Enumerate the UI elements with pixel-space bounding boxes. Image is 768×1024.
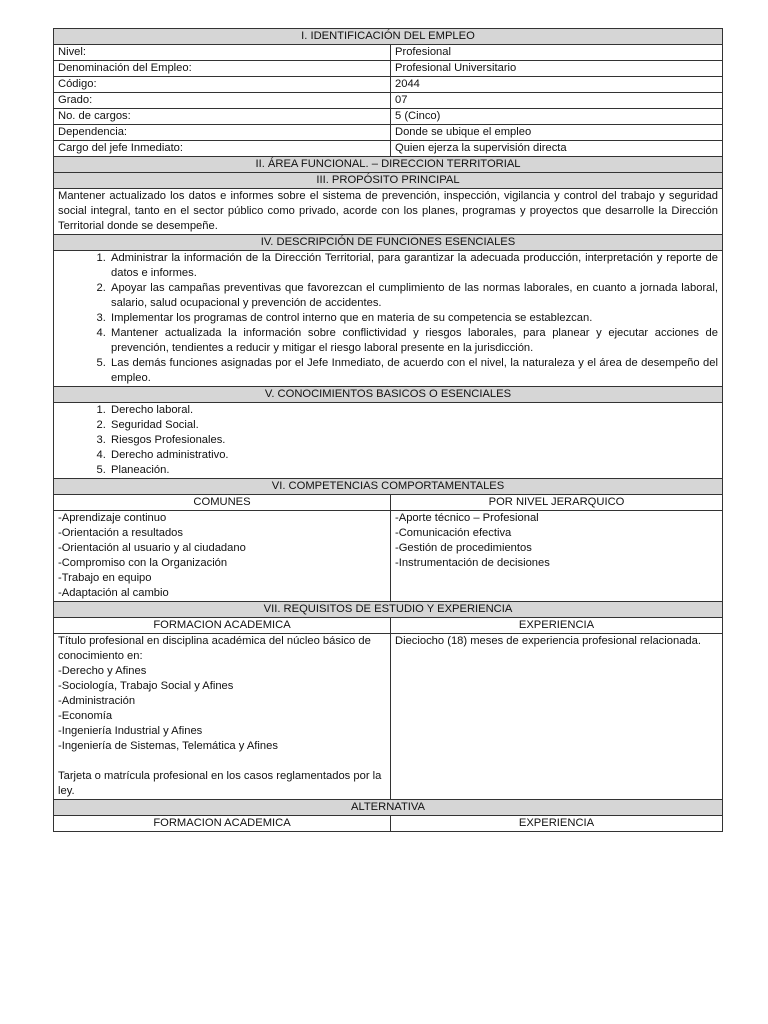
competencia-nivel-item: -Gestión de procedimientos [395,542,532,554]
alternativa-experiencia-header: EXPERIENCIA [391,816,723,832]
funciones-list [58,251,718,386]
formacion-item: -Administración [58,695,136,707]
funcion-item: 5. Las demás funciones asignadas por el Jefe Inmediato, de acuerdo con el nivel, la naturaleza y el área de desempeño del empleo. [109,356,718,386]
conocimiento-item: 4. Derecho administrativo. [109,448,718,463]
conocimiento-item: 5. Planeación. [109,463,718,478]
identificacion-row [54,61,723,77]
section-header-proposito: III. PROPÓSITO PRINCIPAL [54,173,723,189]
competencias-nivel-header: POR NIVEL JERARQUICO [391,495,723,511]
identificacion-row [54,109,723,125]
formacion-item: -Derecho y Afines [58,665,147,677]
formacion-items [58,664,386,754]
competencia-nivel-item: -Aporte técnico – Profesional [395,512,539,524]
requisitos-experiencia-cell [391,634,723,800]
funcion-item: 2. Apoyar las campañas preventivas que favorezcan el cumplimiento de las normas laborales, en cuanto a jornada laboral, salario, salud ocupacional y prevención de accidentes. [109,281,718,311]
competencias-comunes-list [54,511,391,602]
competencia-comun-item: -Adaptación al cambio [58,587,169,599]
conocimientos-cell [54,403,723,479]
competencia-comun-item: -Trabajo en equipo [58,572,152,584]
conocimientos-list [58,403,718,478]
identificacion-label: Cargo del jefe Inmediato: [54,141,391,157]
tarjeta-profesional: Tarjeta o matrícula profesional en los casos reglamentados por la ley. [58,770,382,797]
requisitos-experiencia-header: EXPERIENCIA [391,618,723,634]
conocimiento-item: 2. Seguridad Social. [109,418,718,433]
funcion-item: 3. Implementar los programas de control interno que en materia de su competencia se establezcan. [109,311,718,326]
formacion-intro: Título profesional en disciplina académica del núcleo básico de conocimiento en: [58,635,371,662]
section-header-funciones: IV. DESCRIPCIÓN DE FUNCIONES ESENCIALES [54,235,723,251]
identificacion-label: No. de cargos: [54,109,391,125]
section-header-competencias: VI. COMPETENCIAS COMPORTAMENTALES [54,479,723,495]
identificacion-label: Nivel: [54,45,391,61]
identificacion-row [54,77,723,93]
competencias-nivel-list [391,511,723,602]
formacion-item: -Ingeniería Industrial y Afines [58,725,203,737]
conocimiento-item: 3. Riesgos Profesionales. [109,433,718,448]
competencia-nivel-item: -Comunicación efectiva [395,527,512,539]
competencia-comun-item: -Orientación a resultados [58,527,183,539]
job-profile-table [53,28,723,832]
section-header-area-funcional: II. ÁREA FUNCIONAL. – DIRECCION TERRITORIAL [54,157,723,173]
identificacion-value: Donde se ubique el empleo [391,125,723,141]
requisitos-formacion-cell [54,634,391,800]
identificacion-label: Denominación del Empleo: [54,61,391,77]
identificacion-value: Profesional Universitario [391,61,723,77]
competencia-nivel-item: -Instrumentación de decisiones [395,557,550,569]
competencias-comunes-header: COMUNES [54,495,391,511]
identificacion-row [54,45,723,61]
spacer [58,754,386,769]
conocimiento-item: 1. Derecho laboral. [109,403,718,418]
section-header-conocimientos: V. CONOCIMIENTOS BASICOS O ESENCIALES [54,387,723,403]
funcion-item: 1. Administrar la información de la Dirección Territorial, para garantizar la adecuada producción, interpretación y reporte de datos e informes. [109,251,718,281]
identificacion-value: 07 [391,93,723,109]
identificacion-row [54,125,723,141]
funcion-item: 4. Mantener actualizada la información sobre conflictividad y riesgos laborales, para planear y ejecutar acciones de prevención, tendientes a reducir y mitigar el riesgo laboral presente en la jurisdicción. [109,326,718,356]
formacion-item: -Sociología, Trabajo Social y Afines [58,680,234,692]
formacion-item: -Ingeniería de Sistemas, Telemática y Afines [58,740,278,752]
identificacion-rows [54,45,723,157]
identificacion-value: Profesional [391,45,723,61]
formacion-item: -Economía [58,710,113,722]
funciones-cell [54,251,723,387]
alternativa-formacion-header: FORMACION ACADEMICA [54,816,391,832]
identificacion-label: Grado: [54,93,391,109]
section-header-alternativa: ALTERNATIVA [54,800,723,816]
identificacion-row [54,93,723,109]
competencia-comun-item: -Compromiso con la Organización [58,557,228,569]
competencia-comun-item: -Aprendizaje continuo [58,512,167,524]
identificacion-value: 2044 [391,77,723,93]
identificacion-label: Código: [54,77,391,93]
section-header-identificacion: I. IDENTIFICACIÓN DEL EMPLEO [54,29,723,45]
identificacion-label: Dependencia: [54,125,391,141]
identificacion-row [54,141,723,157]
requisitos-formacion-header: FORMACION ACADEMICA [54,618,391,634]
experiencia-text: Dieciocho (18) meses de experiencia profesional relacionada. [395,635,701,647]
proposito-text: Mantener actualizado los datos e informes sobre el sistema de prevención, inspección, vigilancia y control del trabajo y seguridad social integral, tanto en el sector público como privado, acorde con los planes, programas y proyectos que desarrolle la Dirección Territorial donde se desempeñe. [54,189,723,235]
competencia-comun-item: -Orientación al usuario y al ciudadano [58,542,246,554]
identificacion-value: Quien ejerza la supervisión directa [391,141,723,157]
section-header-requisitos: VII. REQUISITOS DE ESTUDIO Y EXPERIENCIA [54,602,723,618]
identificacion-value: 5 (Cinco) [391,109,723,125]
